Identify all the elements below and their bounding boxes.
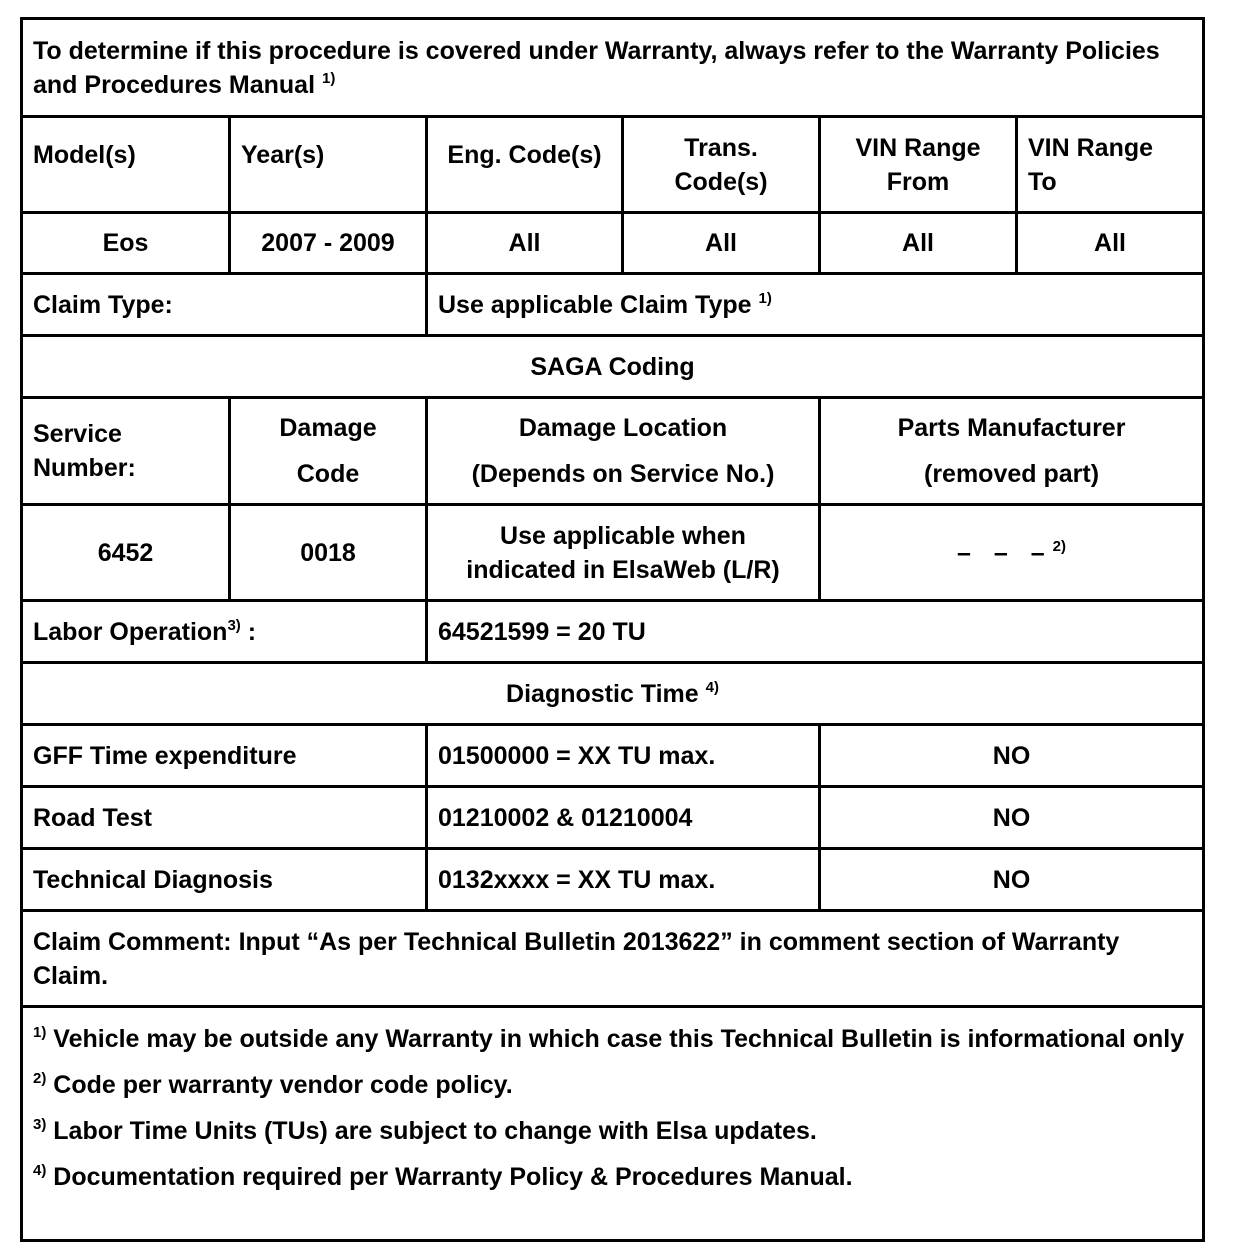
labor-colon: : bbox=[240, 617, 257, 646]
saga-value-row bbox=[22, 505, 1204, 601]
claim-type-footnote-ref: 1) bbox=[758, 289, 772, 307]
labor-label: Labor Operation bbox=[33, 617, 228, 646]
header-text: To determine if this procedure is covered under Warranty, always refer to the Warranty Policies and Procedures Manual bbox=[33, 36, 1160, 99]
diagnostic-title-cell bbox=[22, 663, 1204, 725]
vehicle-row bbox=[22, 213, 1204, 274]
col-vin-to-line2: To bbox=[1028, 167, 1057, 196]
saga-parts-manufacturer-line1: Parts Manufacturer bbox=[897, 414, 1126, 442]
diagnostic-name: Technical Diagnosis bbox=[22, 849, 427, 911]
saga-damage-code-label bbox=[230, 398, 427, 505]
footnote-4-text: Documentation required per Warranty Policy & Procedures Manual. bbox=[46, 1163, 853, 1191]
saga-damage-code: 0018 bbox=[230, 505, 427, 601]
claim-comment: Claim Comment: Input “As per Technical Bulletin 2013622” in comment section of Warranty Claim. bbox=[22, 911, 1204, 1007]
diagnostic-code: 01500000 = XX TU max. bbox=[427, 725, 820, 787]
saga-service-number: 6452 bbox=[22, 505, 230, 601]
saga-parts-manufacturer-line2: (removed part) bbox=[924, 460, 1100, 488]
header-cell bbox=[22, 19, 1204, 117]
saga-damage-location-line2: (Depends on Service No.) bbox=[471, 460, 775, 488]
claim-type-row bbox=[22, 274, 1204, 336]
vehicle-trans: All bbox=[623, 213, 820, 274]
footnote-1 bbox=[33, 1022, 1192, 1056]
col-vin-to-line1: VIN Range bbox=[1028, 133, 1154, 162]
col-eng: Eng. Code(s) bbox=[427, 117, 623, 213]
columns-row bbox=[22, 117, 1204, 213]
diagnostic-title-row bbox=[22, 663, 1204, 725]
saga-damage-code-line2: Code bbox=[296, 460, 360, 488]
footnote-4 bbox=[33, 1160, 1192, 1194]
diagnostic-row-gff bbox=[22, 725, 1204, 787]
saga-damage-code-line1: Damage bbox=[279, 414, 377, 442]
saga-header-row bbox=[22, 398, 1204, 505]
diagnostic-value: NO bbox=[820, 849, 1204, 911]
diagnostic-name: Road Test bbox=[22, 787, 427, 849]
footnotes-row bbox=[22, 1007, 1204, 1241]
col-year: Year(s) bbox=[230, 117, 427, 213]
footnote-1-num: 1) bbox=[33, 1024, 47, 1041]
claim-comment-row bbox=[22, 911, 1204, 1007]
saga-damage-location-value-line1: Use applicable when bbox=[500, 521, 746, 550]
saga-service-label-line2: Number: bbox=[33, 454, 136, 482]
vehicle-vin-from: All bbox=[820, 213, 1017, 274]
footnote-3-text: Labor Time Units (TUs) are subject to change with Elsa updates. bbox=[46, 1117, 817, 1145]
col-vin-from-line1: VIN Range bbox=[855, 133, 981, 162]
footnote-2 bbox=[33, 1068, 1192, 1102]
parts-dashes: – – – bbox=[957, 538, 1053, 567]
header-row bbox=[22, 19, 1204, 117]
warranty-table bbox=[20, 17, 1205, 1242]
footnotes-cell bbox=[22, 1007, 1204, 1241]
claim-type-value-cell bbox=[427, 274, 1204, 336]
saga-parts-value bbox=[820, 505, 1204, 601]
labor-footnote-ref: 3) bbox=[227, 616, 241, 634]
saga-damage-location-value-line2: indicated in ElsaWeb (L/R) bbox=[466, 555, 780, 584]
vehicle-year: 2007 - 2009 bbox=[230, 213, 427, 274]
col-vin-from-line2: From bbox=[886, 167, 950, 196]
footnote-3 bbox=[33, 1114, 1192, 1148]
footnote-3-num: 3) bbox=[33, 1116, 47, 1133]
diagnostic-value: NO bbox=[820, 725, 1204, 787]
saga-parts-manufacturer-label bbox=[820, 398, 1204, 505]
diagnostic-name: GFF Time expenditure bbox=[22, 725, 427, 787]
col-trans-line2: Code(s) bbox=[674, 167, 768, 196]
labor-label-cell bbox=[22, 601, 427, 663]
col-vin-to bbox=[1017, 117, 1204, 213]
saga-title-row bbox=[22, 336, 1204, 398]
claim-type-label: Claim Type: bbox=[22, 274, 427, 336]
col-trans bbox=[623, 117, 820, 213]
footnote-4-num: 4) bbox=[33, 1162, 47, 1179]
saga-service-label bbox=[22, 398, 230, 505]
col-model: Model(s) bbox=[22, 117, 230, 213]
col-trans-line1: Trans. bbox=[684, 133, 758, 162]
header-footnote-ref: 1) bbox=[321, 69, 336, 87]
saga-damage-location-label bbox=[427, 398, 820, 505]
diagnostic-row-road-test bbox=[22, 787, 1204, 849]
labor-row bbox=[22, 601, 1204, 663]
col-vin-from bbox=[820, 117, 1017, 213]
diagnostic-footnote-ref: 4) bbox=[705, 678, 719, 696]
vehicle-vin-to: All bbox=[1017, 213, 1204, 274]
saga-damage-location-value bbox=[427, 505, 820, 601]
labor-value: 64521599 = 20 TU bbox=[427, 601, 1204, 663]
vehicle-eng: All bbox=[427, 213, 623, 274]
saga-service-label-line1: Service bbox=[33, 420, 122, 448]
diagnostic-code: 01210002 & 01210004 bbox=[427, 787, 820, 849]
parts-footnote-ref: 2) bbox=[1052, 537, 1066, 555]
vehicle-model: Eos bbox=[22, 213, 230, 274]
diagnostic-value: NO bbox=[820, 787, 1204, 849]
saga-damage-location-line1: Damage Location bbox=[518, 414, 728, 442]
claim-type-value: Use applicable Claim Type bbox=[438, 290, 752, 319]
footnote-2-text: Code per warranty vendor code policy. bbox=[46, 1071, 513, 1099]
diagnostic-row-technical bbox=[22, 849, 1204, 911]
footnote-1-text: Vehicle may be outside any Warranty in which case this Technical Bulletin is informational only bbox=[46, 1025, 1185, 1053]
saga-title: SAGA Coding bbox=[22, 336, 1204, 398]
diagnostic-code: 0132xxxx = XX TU max. bbox=[427, 849, 820, 911]
diagnostic-title: Diagnostic Time bbox=[506, 679, 699, 708]
footnote-2-num: 2) bbox=[33, 1070, 47, 1087]
